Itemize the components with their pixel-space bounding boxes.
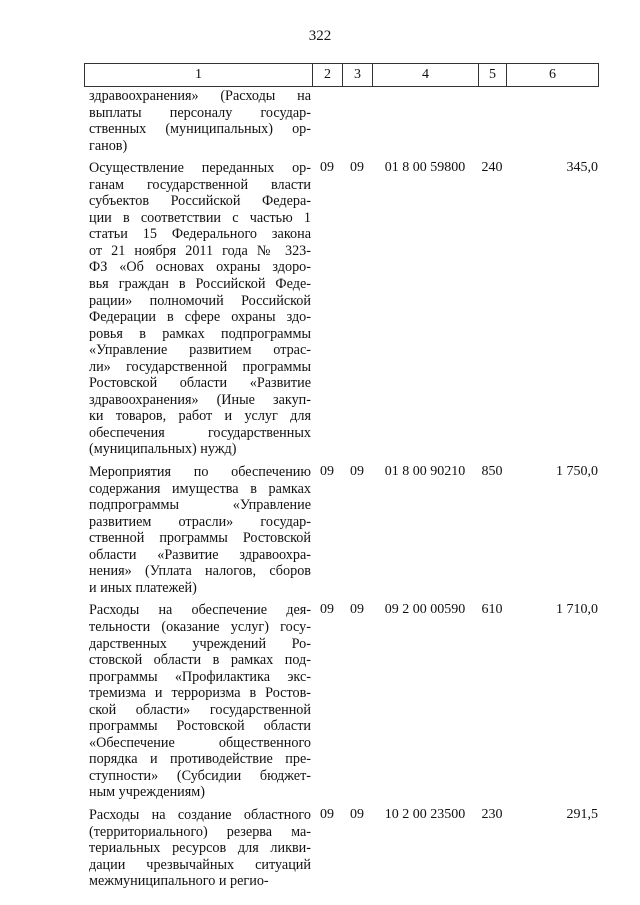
description-line: дарственных учреждений Ро- — [89, 635, 311, 652]
description-line: ственных (муниципальных) ор- — [89, 121, 311, 138]
section-code: 09 — [320, 806, 334, 822]
target-article-code: 09 2 00 00590 — [384, 602, 466, 618]
description-line: здравоохранения» (Иные закуп- — [89, 391, 311, 408]
description-line: от 21 ноября 2011 года № 323- — [89, 242, 311, 259]
description-line: программы «Профилактика экс- — [89, 668, 311, 685]
column-header-table — [84, 63, 599, 87]
description-line: субъектов Российской Федера- — [89, 193, 311, 210]
description-line: (муниципальных) нужд) — [89, 441, 237, 458]
subsection-code: 09 — [350, 160, 364, 176]
section-code: 09 — [320, 464, 334, 480]
description-line: ственной программы Ростовской — [89, 530, 311, 547]
description-line: ли» государственной программы — [89, 358, 311, 375]
expense-type-code: 230 — [481, 806, 503, 822]
description-line: области «Развитие здравоохра- — [89, 546, 311, 563]
description-line: развитием отрасли» государ- — [89, 513, 311, 530]
description-line: обеспечения государственных — [89, 424, 311, 441]
description-line: содержания имущества в рамках — [89, 480, 311, 497]
target-article-code: 01 8 00 90210 — [384, 464, 466, 480]
description-line: тремизма и терроризма в Ростов- — [89, 685, 311, 702]
expense-type-code: 850 — [481, 464, 503, 480]
column-header-6: 6 — [507, 64, 599, 87]
description-line: ганов) — [89, 137, 128, 154]
description-line: ным учреждениям) — [89, 784, 206, 801]
description-line: териальных ресурсов для ликви- — [89, 840, 311, 857]
description-line: Ростовской области «Развитие — [89, 375, 311, 392]
column-header-5: 5 — [479, 64, 507, 87]
table-row — [84, 464, 604, 596]
table-row — [84, 160, 604, 458]
description-line: Мероприятия по обеспечению — [89, 464, 311, 481]
subsection-code: 09 — [350, 602, 364, 618]
column-header-3: 3 — [343, 64, 373, 87]
section-code: 09 — [320, 160, 334, 176]
row-description — [84, 602, 311, 801]
row-description — [84, 464, 311, 596]
amount: 345,0 — [566, 160, 598, 176]
description-line: ганам государственной власти — [89, 176, 311, 193]
subsection-code: 09 — [350, 806, 364, 822]
column-header-4: 4 — [373, 64, 479, 87]
description-line: Федерации в сфере охраны здо- — [89, 309, 311, 326]
column-header-1: 1 — [85, 64, 313, 87]
description-line: «Управление развитием отрас- — [89, 342, 311, 359]
description-line: ской области» государственной — [89, 701, 311, 718]
description-line: нения» (Уплата налогов, сборов — [89, 563, 311, 580]
expense-type-code: 240 — [481, 160, 503, 176]
description-line: программы Ростовской области — [89, 718, 311, 735]
table-row — [84, 88, 604, 154]
target-article-code: 10 2 00 23500 — [384, 806, 466, 822]
row-description — [84, 160, 311, 458]
description-line: и иных платежей) — [89, 579, 197, 596]
description-line: стовской области в рамках под- — [89, 652, 311, 669]
description-line: ровья в рамках подпрограммы — [89, 325, 311, 342]
page-number: 322 — [308, 28, 332, 44]
description-line: Расходы на создание областного — [89, 806, 311, 823]
description-line: «Обеспечение общественного — [89, 734, 311, 751]
amount: 1 750,0 — [556, 464, 598, 480]
column-header-row — [85, 64, 599, 87]
expense-type-code: 610 — [481, 602, 503, 618]
description-line: Расходы на обеспечение дея- — [89, 602, 311, 619]
description-line: здравоохранения» (Расходы на — [89, 88, 311, 104]
description-line: порядка и противодействие пре- — [89, 751, 311, 768]
description-line: (территориального) резерва ма- — [89, 823, 311, 840]
section-code: 09 — [320, 602, 334, 618]
description-line: ции в соответствии с частью 1 — [89, 209, 311, 226]
description-line: рации» полномочий Российской — [89, 292, 311, 309]
table-row — [84, 602, 604, 801]
column-header-2: 2 — [313, 64, 343, 87]
subsection-code: 09 — [350, 464, 364, 480]
description-line: вья граждан в Российской Феде- — [89, 276, 311, 293]
description-line: выплаты персоналу государ- — [89, 104, 311, 121]
description-line: ступности» (Субсидии бюджет- — [89, 767, 311, 784]
target-article-code: 01 8 00 59800 — [384, 160, 466, 176]
description-line: ФЗ «Об основах охраны здоро- — [89, 259, 311, 276]
row-description — [84, 88, 311, 154]
description-line: тельности (оказание услуг) госу- — [89, 618, 311, 635]
description-line: ки товаров, работ и услуг для — [89, 408, 311, 425]
description-line: Осуществление переданных ор- — [89, 160, 311, 177]
amount: 1 710,0 — [556, 602, 598, 618]
description-line: межмуниципального и регио- — [89, 873, 269, 890]
description-line: подпрограммы «Управление — [89, 497, 311, 514]
description-line: дации чрезвычайных ситуаций — [89, 856, 311, 873]
amount: 291,5 — [566, 806, 598, 822]
description-line: статьи 15 Федерального закона — [89, 226, 311, 243]
budget-rows — [84, 88, 604, 890]
row-description — [84, 807, 311, 890]
table-row — [84, 807, 604, 890]
